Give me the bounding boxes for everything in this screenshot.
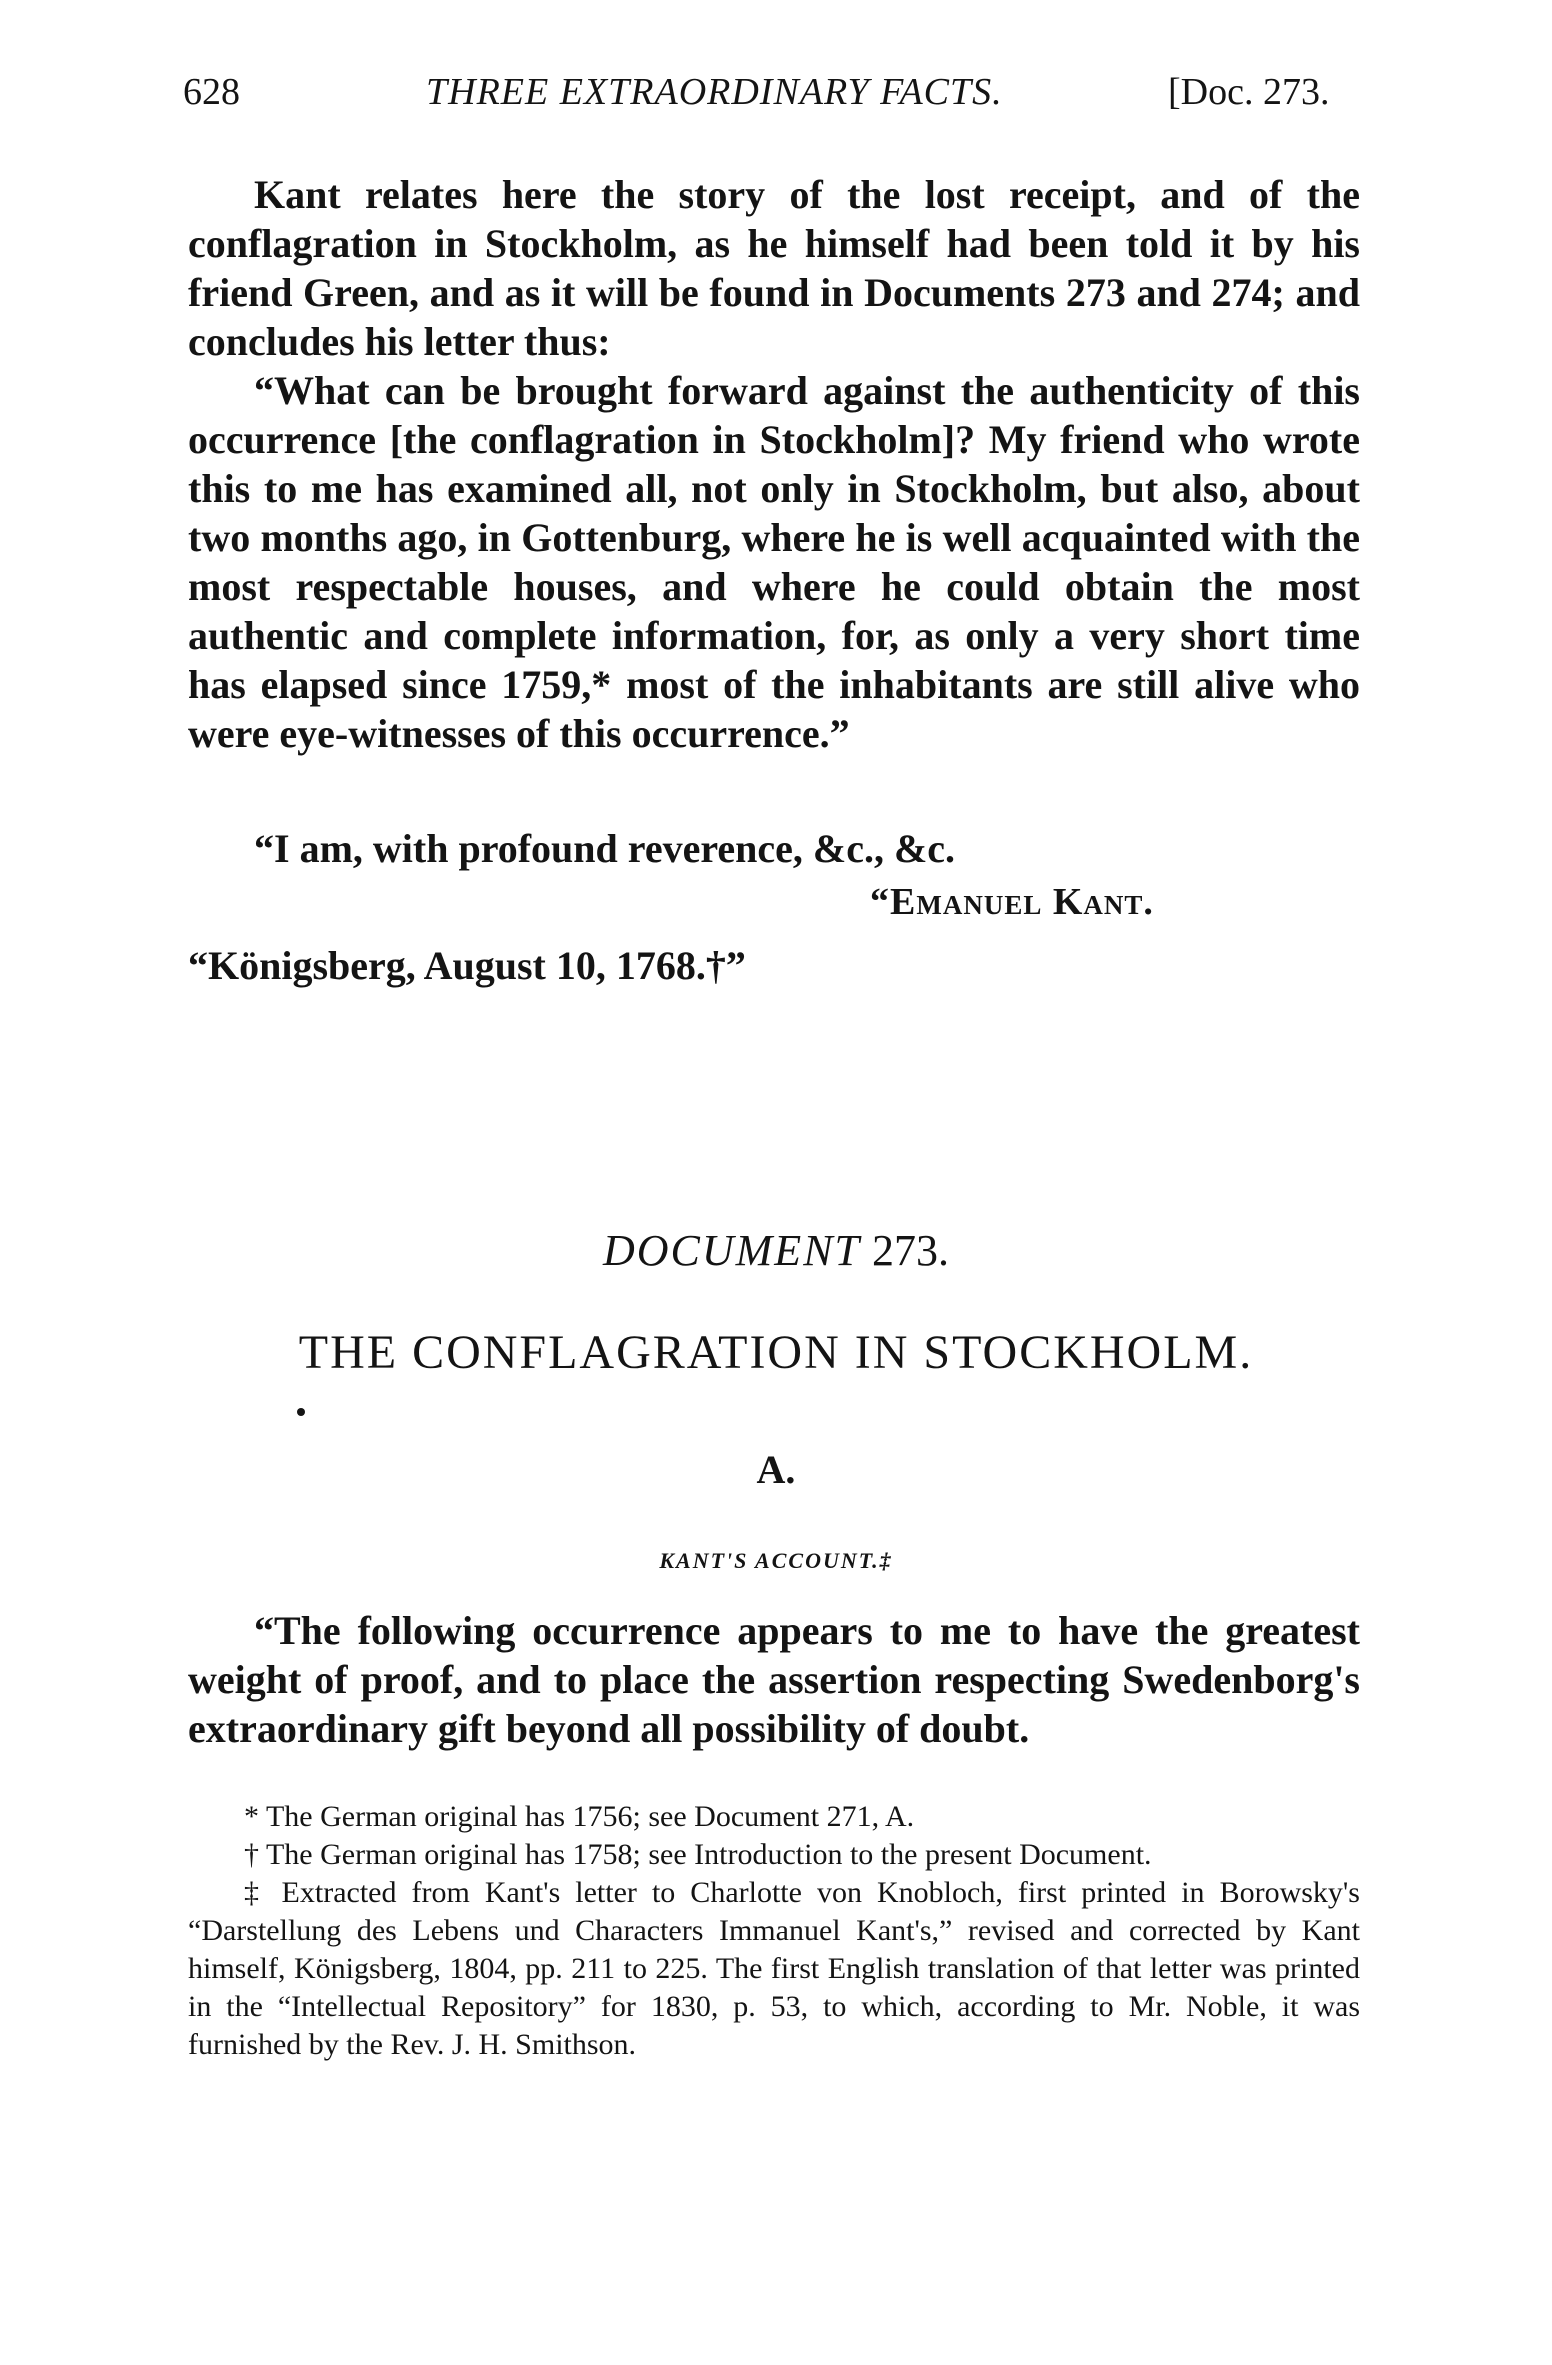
document-number: 273. xyxy=(872,1226,950,1275)
section-letter: A. xyxy=(756,1447,796,1492)
kant-quote-text: “What can be brought forward against the authenticity of this occurrence [the conflagration in Stockholm]? My friend who wrote this to me has examined all, not only in Stockholm, but also, about two months ago, in Gottenburg, where he is well acquainted with the most respectable houses, and where he could obtain the most authentic and complete information, for, as only a very short time has elapsed since 1759,* most of the inhabitants are still alive who were eye-witnesses of this occurrence.” xyxy=(188,368,1360,756)
account-paragraph xyxy=(188,1606,1360,1753)
signature: “Emanuel Kant. xyxy=(870,881,1154,923)
document-reference: [Doc. 273. xyxy=(1168,71,1330,113)
kant-quote-paragraph xyxy=(188,366,1360,758)
intro-text: Kant relates here the story of the lost receipt, and of the conflagration in Stockholm, as he himself had been told it by his friend Green, and as it will be found in Documents 273 and 274; and concludes his letter thus: xyxy=(188,172,1360,364)
sub-heading: KANT'S ACCOUNT.‡ xyxy=(659,1548,893,1573)
closing-line xyxy=(188,824,1360,873)
intro-paragraph xyxy=(188,170,1360,366)
running-head xyxy=(183,70,1362,130)
document-heading xyxy=(0,1225,1552,1276)
print-dot xyxy=(297,1408,305,1416)
dateline: “Königsberg, August 10, 1768.†” xyxy=(188,943,746,988)
running-title: THREE EXTRAORDINARY FACTS. xyxy=(426,71,1003,113)
footnotes xyxy=(188,1798,1360,2064)
account-text: “The following occurrence appears to me to have the greatest weight of proof, and to place the assertion respecting Swedenborg's extraordinary gift beyond all possibility of doubt. xyxy=(188,1608,1360,1751)
footnote-3: ‡ Extracted from Kant's letter to Charlotte von Knobloch, first printed in Borowsky's “Darstellung des Lebens und Characters Immanuel Kant's,” revised and corrected by Kant himself, Königsberg, 1804, pp. 211 to 225. The first English translation of that letter was printed in the “Intellectual Repository” for 1830, p. 53, to which, according to Mr. Noble, it was furnished by the Rev. J. H. Smithson. xyxy=(188,1876,1360,2061)
footnote-2: † The German original has 1758; see Introduction to the present Document. xyxy=(244,1838,1152,1871)
page-number: 628 xyxy=(183,71,240,113)
footnote-1: * The German original has 1756; see Document 271, A. xyxy=(244,1800,915,1833)
closing-text: “I am, with profound reverence, &c., &c. xyxy=(254,826,956,871)
document-word: DOCUMENT xyxy=(602,1226,862,1275)
section-title: THE CONFLAGRATION IN STOCKHOLM. xyxy=(298,1326,1254,1379)
